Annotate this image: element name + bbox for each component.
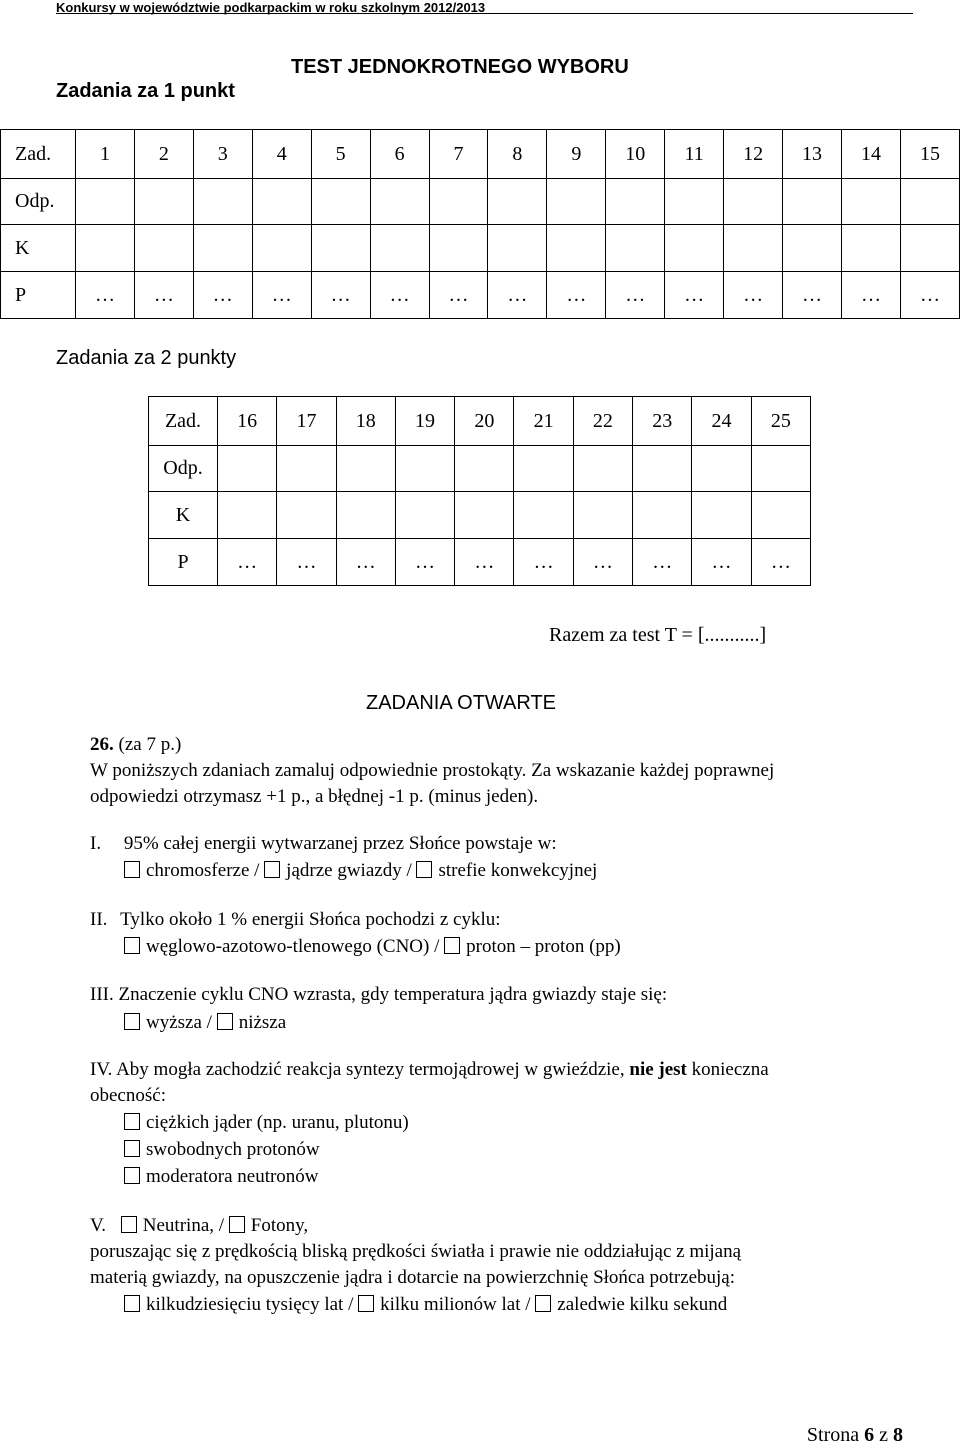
question-number-cell: 11 <box>665 130 724 179</box>
checkbox[interactable] <box>535 1295 551 1312</box>
table-row <box>1 272 960 319</box>
table-row <box>149 446 811 492</box>
separator: / <box>406 860 412 881</box>
option-label: zaledwie kilku sekund <box>557 1294 728 1315</box>
table-row <box>149 492 811 539</box>
answer-cell[interactable] <box>252 179 311 225</box>
question-number-cell: 6 <box>370 130 429 179</box>
separator: / <box>525 1294 531 1315</box>
answer-cell[interactable] <box>311 179 370 225</box>
row-label: K <box>1 225 76 272</box>
option-label: kilku milionów lat <box>380 1294 521 1315</box>
answer-cell[interactable] <box>370 179 429 225</box>
task-instructions <box>90 758 774 810</box>
question-text: materią gwiazdy, na opuszczenie jądra i dotarcie na powierzchnię Słońca potrzebują: <box>90 1267 735 1288</box>
key-cell <box>488 225 547 272</box>
key-cell <box>76 225 135 272</box>
key-cell <box>429 225 488 272</box>
checkbox[interactable] <box>124 1167 140 1184</box>
checkbox[interactable] <box>124 1140 140 1157</box>
question-number-cell: 8 <box>488 130 547 179</box>
points-cell: … <box>606 272 665 319</box>
answer-cell[interactable] <box>751 446 810 492</box>
question-number-cell: 25 <box>751 397 810 446</box>
points-cell: … <box>488 272 547 319</box>
checkbox[interactable] <box>264 861 280 878</box>
points-cell: … <box>455 539 514 586</box>
key-cell <box>370 225 429 272</box>
key-cell <box>336 492 395 539</box>
question-III <box>90 982 667 1008</box>
points-cell: … <box>252 272 311 319</box>
answer-cell[interactable] <box>547 179 606 225</box>
question-V-text <box>90 1239 741 1291</box>
question-number-cell: 24 <box>692 397 751 446</box>
checkbox[interactable] <box>124 1295 140 1312</box>
question-number: II. <box>90 909 108 930</box>
points-cell: … <box>429 272 488 319</box>
points-cell: … <box>311 272 370 319</box>
row-label: P <box>1 272 76 319</box>
question-number: IV. <box>90 1059 113 1080</box>
checkbox[interactable] <box>358 1295 374 1312</box>
question-number-cell: 16 <box>218 397 277 446</box>
table-row <box>1 225 960 272</box>
option-label: kilkudziesięciu tysięcy lat <box>146 1294 344 1315</box>
options-V <box>124 1292 727 1318</box>
instruction-line: W poniższych zdaniach zamaluj odpowiednie prostokąty. Za wskazanie każdej poprawnej <box>90 760 775 781</box>
question-number-cell: 14 <box>841 130 900 179</box>
checkbox[interactable] <box>444 937 460 954</box>
points-cell: … <box>76 272 135 319</box>
options-IV <box>124 1110 409 1190</box>
answer-table-1 <box>0 129 960 319</box>
question-text: Tylko około 1 % energii Słońca pochodzi z cyklu: <box>120 909 501 930</box>
options-I <box>124 858 597 884</box>
question-I <box>90 831 557 857</box>
answer-cell[interactable] <box>724 179 783 225</box>
key-cell <box>692 492 751 539</box>
question-text: 95% całej energii wytwarzanej przez Słońce powstaje w: <box>123 833 557 854</box>
answer-cell[interactable] <box>606 179 665 225</box>
question-number-cell: 1 <box>76 130 135 179</box>
question-number: V. <box>90 1215 107 1236</box>
checkbox[interactable] <box>416 861 432 878</box>
key-cell <box>134 225 193 272</box>
points-cell: … <box>724 272 783 319</box>
points-cell: … <box>751 539 810 586</box>
points-cell: … <box>665 272 724 319</box>
points-cell: … <box>218 539 277 586</box>
key-cell <box>841 225 900 272</box>
key-cell <box>633 492 692 539</box>
key-cell <box>606 225 665 272</box>
points-cell: … <box>395 539 454 586</box>
answer-cell[interactable] <box>76 179 135 225</box>
question-number: III. <box>90 984 114 1005</box>
points-cell: … <box>514 539 573 586</box>
task-points: (za 7 p.) <box>118 734 182 755</box>
table-row <box>149 539 811 586</box>
checkbox[interactable] <box>229 1216 245 1233</box>
points-cell: … <box>783 272 842 319</box>
option-label: chromosferze <box>146 860 250 881</box>
points-cell: … <box>573 539 632 586</box>
answer-table-2 <box>148 396 811 586</box>
key-cell <box>665 225 724 272</box>
checkbox[interactable] <box>124 861 140 878</box>
row-label: Zad. <box>149 397 218 446</box>
instruction-line: odpowiedzi otrzymasz +1 p., a błędnej -1 p. (minus jeden). <box>90 786 539 807</box>
question-number-cell: 23 <box>633 397 692 446</box>
key-cell <box>547 225 606 272</box>
test-title: TEST JEDNOKROTNEGO WYBORU <box>291 56 629 78</box>
checkbox[interactable] <box>124 937 140 954</box>
option-label: węglowo-azotowo-tlenowego (CNO) <box>146 936 430 957</box>
question-number-cell: 2 <box>134 130 193 179</box>
option-label: moderatora neutronów <box>146 1166 319 1187</box>
answer-cell[interactable] <box>193 179 252 225</box>
separator: / <box>348 1294 354 1315</box>
question-IV-line2: obecność: <box>90 1085 166 1106</box>
option-label: ciężkich jąder (np. uranu, plutonu) <box>146 1112 409 1133</box>
question-number-cell: 15 <box>900 130 959 179</box>
option-label: wyższa <box>146 1012 202 1033</box>
question-text: Aby mogła zachodzić reakcja syntezy termojądrowej w gwieździe, <box>116 1059 625 1080</box>
answer-cell[interactable] <box>134 179 193 225</box>
question-text: poruszając się z prędkością bliską prędkości światła i prawie nie oddziałując z mijaną <box>90 1241 742 1262</box>
task-number: 26. <box>90 734 114 755</box>
points-cell: … <box>900 272 959 319</box>
option-row <box>124 1110 409 1136</box>
key-cell <box>514 492 573 539</box>
answer-cell[interactable] <box>488 179 547 225</box>
question-text: konieczna <box>691 1059 769 1080</box>
key-cell <box>395 492 454 539</box>
option-label: jądrze gwiazdy <box>286 860 402 881</box>
answer-cell[interactable] <box>218 446 277 492</box>
answer-cell[interactable] <box>514 446 573 492</box>
answer-cell[interactable] <box>455 446 514 492</box>
answer-cell[interactable] <box>336 446 395 492</box>
checkbox[interactable] <box>121 1216 137 1233</box>
checkbox[interactable] <box>217 1013 233 1030</box>
key-cell <box>900 225 959 272</box>
table-row <box>1 179 960 225</box>
question-number-cell: 10 <box>606 130 665 179</box>
option-row <box>124 1164 409 1190</box>
checkbox[interactable] <box>124 1013 140 1030</box>
option-row <box>124 1137 409 1163</box>
footer-of: z <box>879 1424 888 1446</box>
key-cell <box>252 225 311 272</box>
key-cell <box>724 225 783 272</box>
key-cell <box>455 492 514 539</box>
points-cell: … <box>692 539 751 586</box>
question-number-cell: 9 <box>547 130 606 179</box>
key-cell <box>751 492 810 539</box>
option-label: strefie konwekcyjnej <box>438 860 598 881</box>
row-label: Odp. <box>149 446 218 492</box>
answer-cell[interactable] <box>900 179 959 225</box>
key-cell <box>277 492 336 539</box>
points-cell: … <box>633 539 692 586</box>
separator: / <box>218 1215 225 1236</box>
question-number: I. <box>90 833 102 854</box>
key-cell <box>783 225 842 272</box>
answer-cell[interactable] <box>395 446 454 492</box>
question-number-cell: 19 <box>395 397 454 446</box>
points-cell: … <box>134 272 193 319</box>
points-cell: … <box>193 272 252 319</box>
question-IV <box>90 1057 769 1083</box>
table-row <box>149 397 811 446</box>
question-number-cell: 18 <box>336 397 395 446</box>
question-V <box>90 1213 308 1239</box>
page-header: Konkursy w województwie podkarpackim w roku szkolnym 2012/2013 <box>56 0 486 15</box>
question-number-cell: 17 <box>277 397 336 446</box>
points-cell: … <box>336 539 395 586</box>
options-III <box>124 1010 286 1036</box>
question-number-cell: 4 <box>252 130 311 179</box>
task-heading <box>90 732 181 758</box>
points-cell: … <box>370 272 429 319</box>
answer-cell[interactable] <box>429 179 488 225</box>
separator: / <box>254 860 260 881</box>
answer-cell[interactable] <box>573 446 632 492</box>
row-label: Zad. <box>1 130 76 179</box>
answer-cell[interactable] <box>692 446 751 492</box>
row-label: P <box>149 539 218 586</box>
page-number <box>807 1424 903 1447</box>
section-label-2-points: Zadania za 2 punkty <box>56 347 237 369</box>
header-divider <box>56 13 913 14</box>
answer-cell[interactable] <box>633 446 692 492</box>
answer-cell[interactable] <box>277 446 336 492</box>
question-number-cell: 3 <box>193 130 252 179</box>
key-cell <box>193 225 252 272</box>
table-row <box>1 130 960 179</box>
question-number-cell: 5 <box>311 130 370 179</box>
option-label: niższa <box>238 1012 287 1033</box>
row-label: K <box>149 492 218 539</box>
option-label: swobodnych protonów <box>146 1139 320 1160</box>
separator: / <box>206 1012 212 1033</box>
question-number-cell: 22 <box>573 397 632 446</box>
question-number-cell: 7 <box>429 130 488 179</box>
option-label: Fotony, <box>250 1215 309 1236</box>
key-cell <box>311 225 370 272</box>
question-II <box>90 907 501 933</box>
separator: / <box>434 936 440 957</box>
total-score-line: Razem za test T = [...........] <box>549 624 767 646</box>
footer-total: 8 <box>893 1424 903 1446</box>
footer-page: 6 <box>864 1424 875 1446</box>
checkbox[interactable] <box>124 1113 140 1130</box>
question-emphasis: nie jest <box>629 1059 687 1080</box>
question-number-cell: 13 <box>783 130 842 179</box>
points-cell: … <box>547 272 606 319</box>
section-label-1-point: Zadania za 1 punkt <box>56 80 235 102</box>
key-cell <box>573 492 632 539</box>
options-II <box>124 934 621 960</box>
answer-cell[interactable] <box>665 179 724 225</box>
points-cell: … <box>841 272 900 319</box>
question-text: Znaczenie cyklu CNO wzrasta, gdy temperatura jądra gwiazdy staje się: <box>118 984 668 1005</box>
footer-prefix: Strona <box>806 1424 860 1446</box>
row-label: Odp. <box>1 179 76 225</box>
question-number-cell: 21 <box>514 397 573 446</box>
question-number-cell: 12 <box>724 130 783 179</box>
points-cell: … <box>277 539 336 586</box>
answer-cell[interactable] <box>783 179 842 225</box>
key-cell <box>218 492 277 539</box>
answer-cell[interactable] <box>841 179 900 225</box>
option-label: proton – proton (pp) <box>466 936 621 957</box>
question-number-cell: 20 <box>455 397 514 446</box>
option-label: Neutrina, <box>142 1215 215 1236</box>
open-tasks-title: ZADANIA OTWARTE <box>366 692 557 714</box>
